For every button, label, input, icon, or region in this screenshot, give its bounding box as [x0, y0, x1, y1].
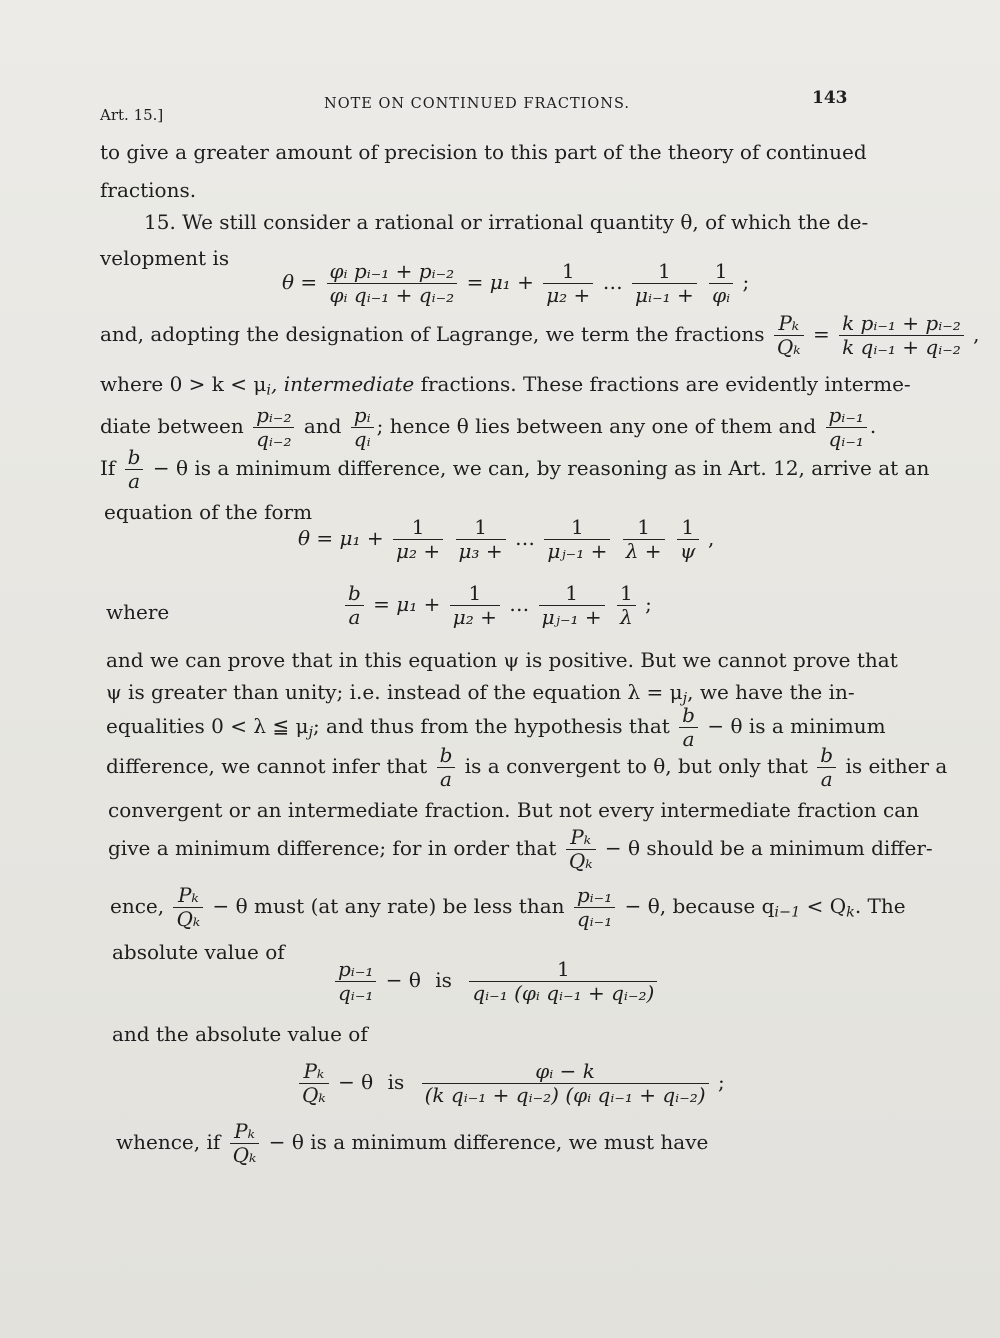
text-line: equalities 0 < λ ≦ μj; and thus from the hypothesis that $\frac{b}{a}$ − θ is a minimum [106, 703, 886, 751]
text-line: equation of the form [104, 500, 313, 524]
fraction: $\frac{\text{pᵢ}}{\text{qᵢ}}$ [351, 404, 374, 451]
fraction: $\frac{\text{Pₖ}}{\text{Qₖ}}$ [173, 884, 203, 931]
text-line: If $\frac{b}{a}$ − θ is a minimum difference, we can, by reasoning as in Art. 12, arrive at an [100, 445, 930, 493]
fraction: $\frac{\text{Pₖ}}{\text{Qₖ}}$ [230, 1120, 260, 1167]
text-line: and the absolute value of [112, 1022, 368, 1046]
text-line: where [106, 600, 170, 624]
text-line: give a minimum difference; for in order that $\frac{\text{Pₖ}}{\text{Qₖ}}$ − θ should be a minimum differ- [108, 825, 933, 873]
fraction: $\frac{1}{\text{μ₂ +}}$ [543, 260, 593, 307]
fraction: $\frac{\text{φᵢ − k}}{\text{(k qᵢ₋₁ + qᵢ₋₂) (φᵢ qᵢ₋₁ + qᵢ₋₂)}}$ [422, 1060, 709, 1107]
fraction: $\frac{\text{pᵢ₋₂}}{\text{qᵢ₋₂}}$ [253, 404, 294, 451]
fraction: $\frac{\text{Pₖ}}{\text{Qₖ}}$ [566, 826, 596, 873]
fraction: $\frac{1}{\text{μ₂ +}}$ [450, 582, 500, 629]
text-line: difference, we cannot infer that $\frac{b}{a}$ is a convergent to θ, but only that $\frac{b}{a}$ is either a [106, 743, 948, 791]
fraction: $\frac{1}{\lambda}$ [617, 582, 636, 629]
fraction: $\frac{1}{\text{qᵢ₋₁ (φᵢ qᵢ₋₁ + qᵢ₋₂)}}$ [469, 958, 657, 1005]
text-line: ence, $\frac{\text{Pₖ}}{\text{Qₖ}}$ − θ must (at any rate) be less than $\frac{\text{pᵢ₋₁}}{\text{qᵢ₋₁}}$ − θ, because qi−1 < Qk. The [110, 883, 906, 931]
fraction: $\frac{1}{\text{μⱼ₋₁ +}}$ [544, 516, 610, 563]
text-line: where 0 > k < μi, intermediate fractions. These fractions are evidently interme- [100, 372, 911, 399]
equation-b-over-a: $\frac{b}{a}$ = μ₁ + $\frac{1}{\text{μ₂ +}}$ … $\frac{1}{\text{μⱼ₋₁ +}}$ $\frac{1}{\lambda}$ ; [342, 582, 652, 629]
text-line: absolute value of [112, 940, 285, 964]
fraction: $\frac{\text{k pᵢ₋₁ + pᵢ₋₂}}{\text{k qᵢ₋₁ + qᵢ₋₂}}$ [839, 312, 964, 359]
fraction: $\frac{\text{φᵢ pᵢ₋₁ + pᵢ₋₂}}{\text{φᵢ qᵢ₋₁ + qᵢ₋₂}}$ [327, 260, 458, 307]
equation-development: θ = $\frac{\text{φᵢ pᵢ₋₁ + pᵢ₋₂}}{\text{φᵢ qᵢ₋₁ + qᵢ₋₂}}$ = μ₁ + $\frac{1}{\text{μ₂ +}}$ … $\frac{1}{\text{μᵢ₋₁ +}}$ $\frac{1}{\text{φᵢ}}$ ; [282, 259, 750, 307]
equation-absolute-value-2: $\frac{\text{Pₖ}}{\text{Qₖ}}$ − θ is $\frac{\text{φᵢ − k}}{\text{(k qᵢ₋₁ + qᵢ₋₂) (φᵢ qᵢ₋₁ + qᵢ₋₂)}}$ ; [296, 1060, 725, 1107]
fraction: $\frac{\text{Pₖ}}{\text{Qₖ}}$ [774, 312, 804, 359]
text-line: convergent or an intermediate fraction. But not every intermediate fraction can [108, 798, 920, 822]
text-line: and we can prove that in this equation ψ is positive. But we cannot prove that [106, 648, 898, 672]
text-line: whence, if $\frac{\text{Pₖ}}{\text{Qₖ}}$ − θ is a minimum difference, we must have [116, 1119, 709, 1167]
text-line-between: diate between $\frac{\text{pᵢ₋₂}}{\text{qᵢ₋₂}}$ and $\frac{\text{pᵢ}}{\text{qᵢ}}$ ; hence θ lies between any one of them and $\frac{\text{pᵢ₋₁}}{\text{qᵢ₋₁}}$ . [100, 403, 877, 451]
fraction: $\frac{1}{\psi}$ [677, 516, 699, 563]
text-line: to give a greater amount of precision to this part of the theory of continued [100, 140, 867, 164]
page-number: 143 [812, 88, 848, 108]
text-line: ψ is greater than unity; i.e. instead of the equation λ = μj, we have the in- [106, 680, 855, 707]
article-reference: Art. 15.] [100, 106, 164, 124]
section-heading-line: 15. We still consider a rational or irrational quantity θ, of which the de- [144, 210, 869, 234]
fraction: $\frac{b}{a}$ [345, 582, 364, 629]
fraction: $\frac{b}{a}$ [125, 446, 144, 493]
fraction: $\frac{\text{pᵢ₋₁}}{\text{qᵢ₋₁}}$ [574, 884, 615, 931]
text-line: fractions. [100, 178, 197, 202]
fraction: $\frac{b}{a}$ [817, 744, 836, 791]
text-line-intermediate-fractions: and, adopting the designation of Lagrange, we term the fractions $\frac{\text{Pₖ}}{\text{Qₖ}}$ = $\frac{\text{k pᵢ₋₁ + pᵢ₋₂}}{\text{k qᵢ₋₁ + qᵢ₋₂}}$ , [100, 311, 980, 359]
fraction: $\frac{\text{Pₖ}}{\text{Qₖ}}$ [299, 1060, 329, 1107]
fraction: $\frac{\text{pᵢ₋₁}}{\text{qᵢ₋₁}}$ [826, 404, 867, 451]
math-symbol: θ [282, 270, 295, 294]
text-line: velopment is [100, 246, 230, 270]
fraction: $\frac{1}{\text{μ₂ +}}$ [393, 516, 443, 563]
fraction: $\frac{1}{\text{μⱼ₋₁ +}}$ [539, 582, 605, 629]
equation-absolute-value-1: $\frac{\text{pᵢ₋₁}}{\text{qᵢ₋₁}}$ − θ is $\frac{1}{\text{qᵢ₋₁ (φᵢ qᵢ₋₁ + qᵢ₋₂)}}$ [332, 958, 660, 1005]
fraction: $\frac{1}{\text{μ₃ +}}$ [456, 516, 506, 563]
fraction: $\frac{\text{pᵢ₋₁}}{\text{qᵢ₋₁}}$ [335, 958, 376, 1005]
fraction: $\frac{1}{\text{μᵢ₋₁ +}}$ [632, 260, 697, 307]
math-symbol: = [300, 270, 318, 294]
running-title: NOTE ON CONTINUED FRACTIONS. [324, 96, 630, 112]
fraction: $\frac{b}{a}$ [437, 744, 456, 791]
fraction: $\frac{1}{\text{φᵢ}}$ [709, 260, 733, 307]
fraction: $\frac{b}{a}$ [679, 704, 698, 751]
fraction: $\frac{1}{\lambda +}$ [623, 516, 665, 563]
equation-theta-psi: θ = μ₁ + $\frac{1}{\text{μ₂ +}}$ $\frac{1}{\text{μ₃ +}}$ … $\frac{1}{\text{μⱼ₋₁ +}}$ $\frac{1}{\lambda +}$ $\frac{1}{\psi}$ , [298, 515, 715, 563]
